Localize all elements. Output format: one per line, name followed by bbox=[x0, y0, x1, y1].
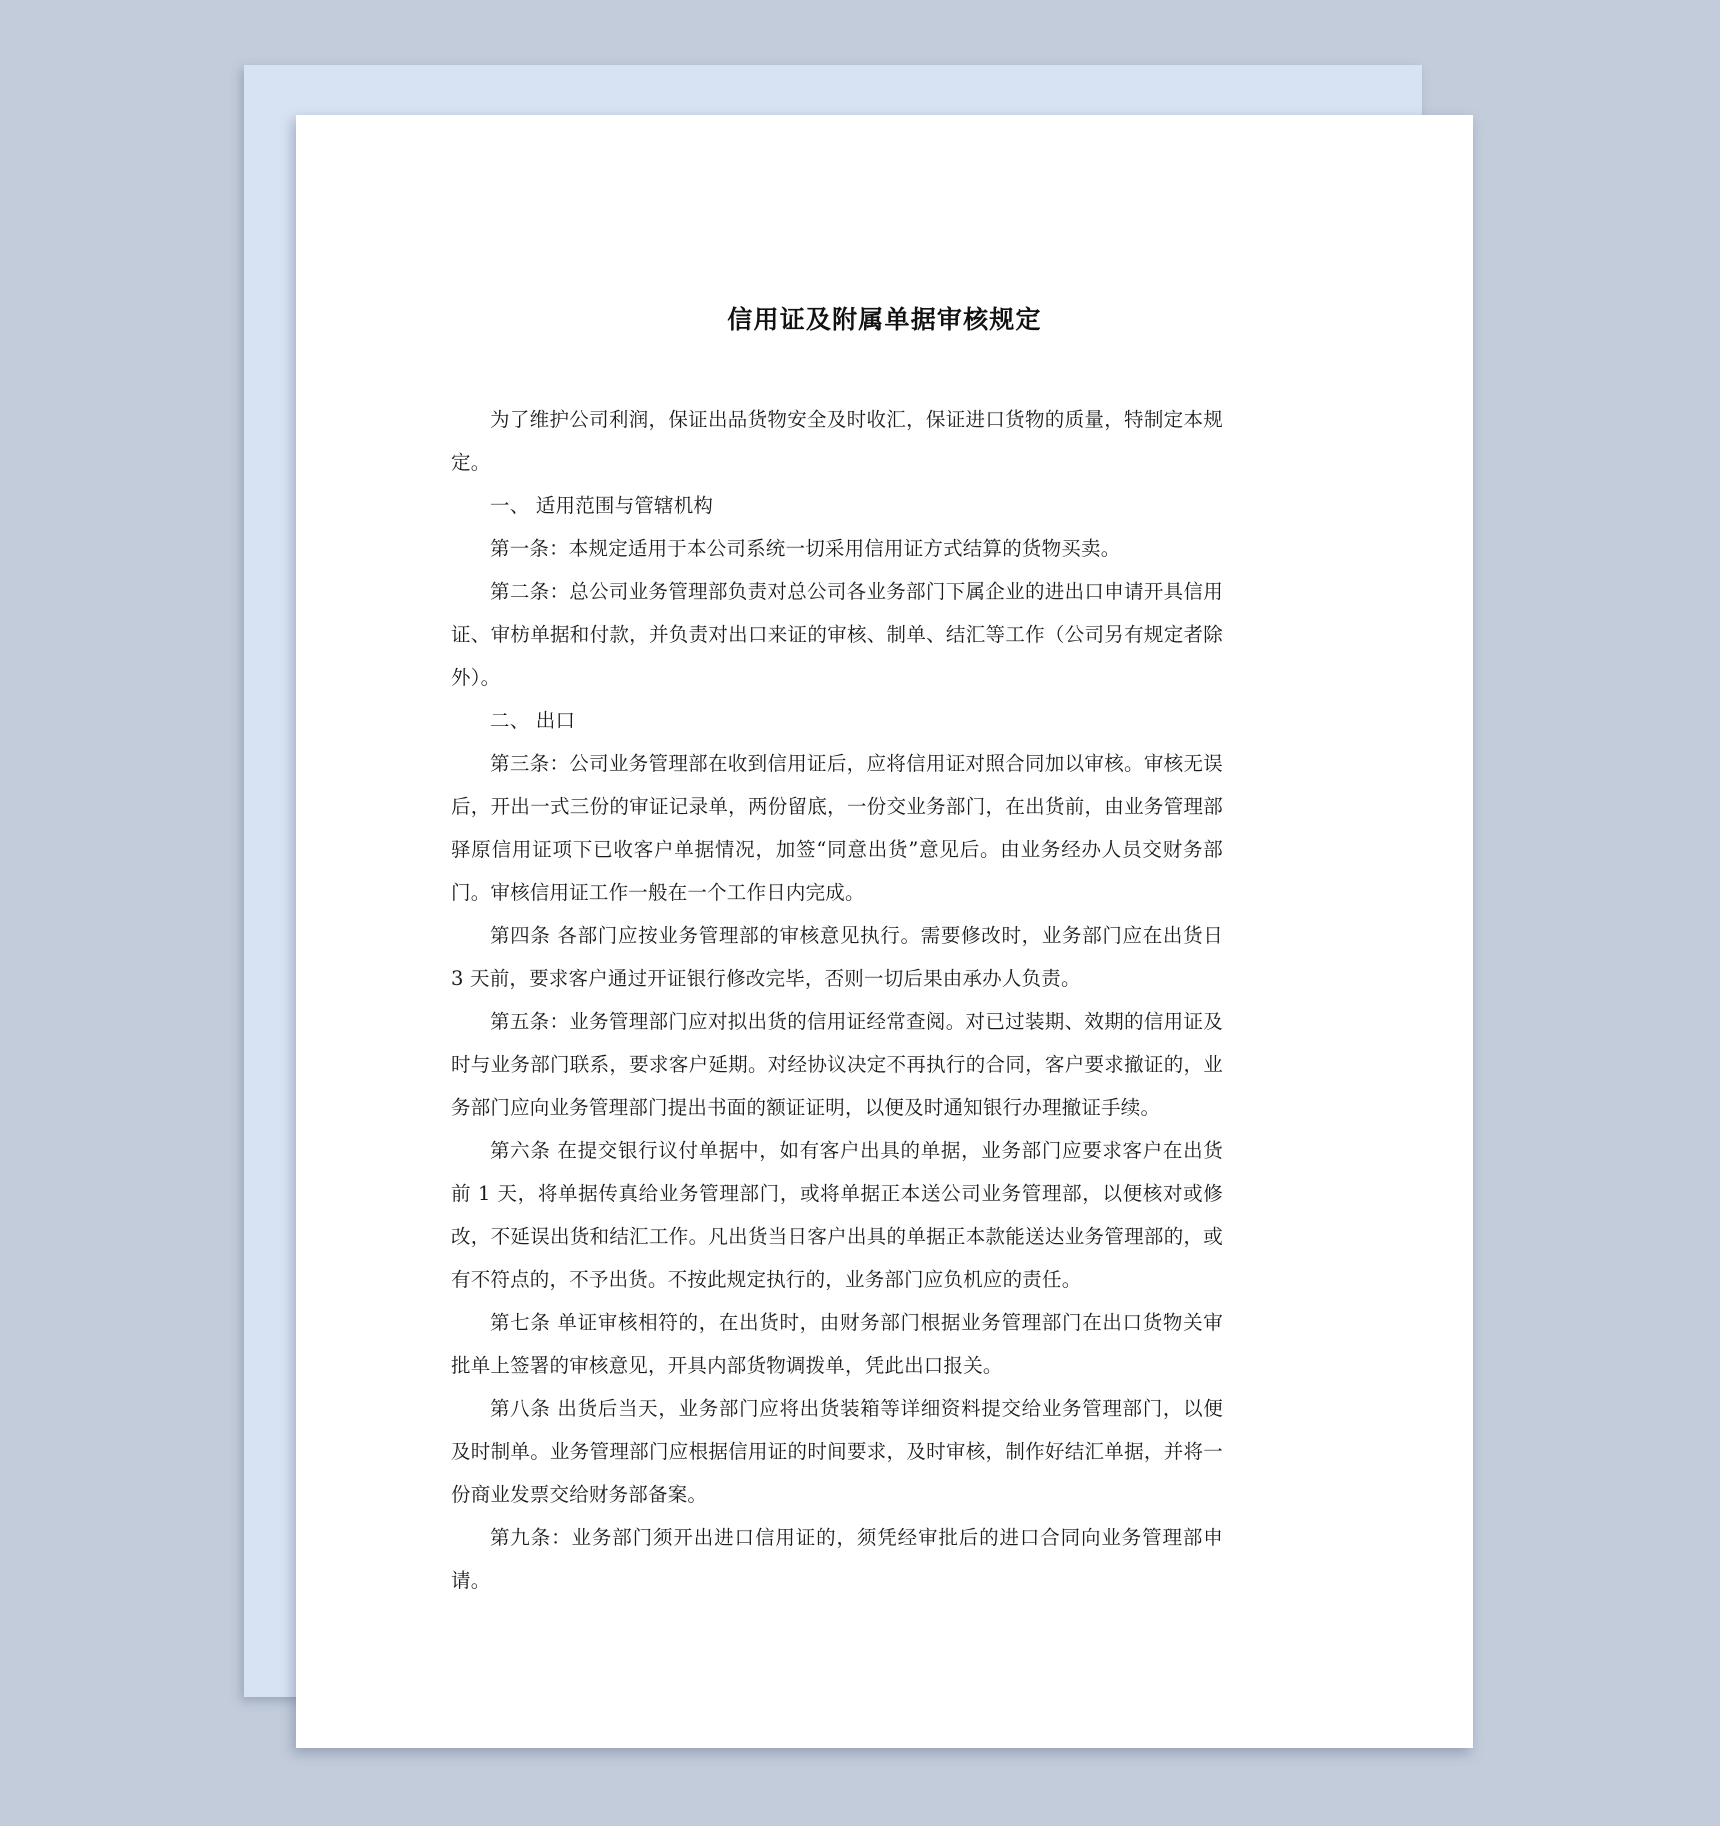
paragraph: 第二条：总公司业务管理部负责对总公司各业务部门下属企业的进出口申请开具信用证、审枋单据和付款，并负责对出口来证的审核、制单、结汇等工作（公司另有规定者除外）。 bbox=[451, 580, 1223, 689]
paragraph: 第一条：本规定适用于本公司系统一切采用信用证方式结算的货物买卖。 bbox=[490, 537, 1121, 560]
paragraph: 第四条 各部门应按业务管理部的审核意见执行。需要修改时，业务部门应在出货日 3 天前，要求客户通过开证银行修改完毕，否则一切后果由承办人负责。 bbox=[451, 924, 1223, 990]
paragraph: 第三条：公司业务管理部在收到信用证后，应将信用证对照合同加以审核。审核无误后，开出一式三份的审证记录单，两份留底，一份交业务部门，在出货前，由业务管理部驿原信用证项下已收客户单据情况，加签“同意出货”意见后。由业务经办人员交财务部门。审核信用证工作一般在一个工作日内完成。 bbox=[451, 752, 1223, 904]
paragraph: 第七条 单证审核相符的，在出货时，由财务部门根据业务管理部门在出口货物关审批单上签署的审核意见，开具内部货物调拨单，凭此出口报关。 bbox=[451, 1311, 1223, 1377]
paragraph: 为了维护公司利润，保证出品货物安全及时收汇，保证进口货物的质量，特制定本规定。 bbox=[451, 408, 1223, 474]
paragraph: 第九条：业务部门须开出进口信用证的，须凭经审批后的进口合同向业务管理部申请。 bbox=[451, 1526, 1223, 1592]
page-title: 信用证及附属单据审核规定 bbox=[727, 305, 1042, 334]
paragraph: 第五条：业务管理部门应对拟出货的信用证经常查阅。对已过装期、效期的信用证及时与业务部门联系，要求客户延期。对经协议决定不再执行的合同，客户要求撤证的，业务部门应向业务管理部门提出书面的额证证明，以便及时通知银行办理撤证手续。 bbox=[451, 1010, 1223, 1119]
paragraph: 一、 适用范围与管辖机构 bbox=[490, 494, 714, 517]
paragraph: 第六条 在提交银行议付单据中，如有客户出具的单据，业务部门应要求客户在出货前 1 天，将单据传真给业务管理部门，或将单据正本送公司业务管理部，以便核对或修改，不延误出货和结汇工作。凡出货当日客户出具的单据正本款能送达业务管理部的，或有不符点的，不予出货。不按此规定执行的，业务部门应负机应的责任。 bbox=[451, 1139, 1223, 1291]
paragraph: 第八条 出货后当天，业务部门应将出货装箱等详细资料提交给业务管理部门，以便及时制单。业务管理部门应根据信用证的时间要求，及时审核，制作好结汇单据，并将一份商业发票交给财务部备案。 bbox=[451, 1397, 1223, 1506]
page-content-area bbox=[296, 115, 1473, 1748]
document-body bbox=[451, 398, 1223, 1602]
paragraph: 二、 出口 bbox=[490, 709, 576, 732]
document-page bbox=[296, 115, 1473, 1748]
